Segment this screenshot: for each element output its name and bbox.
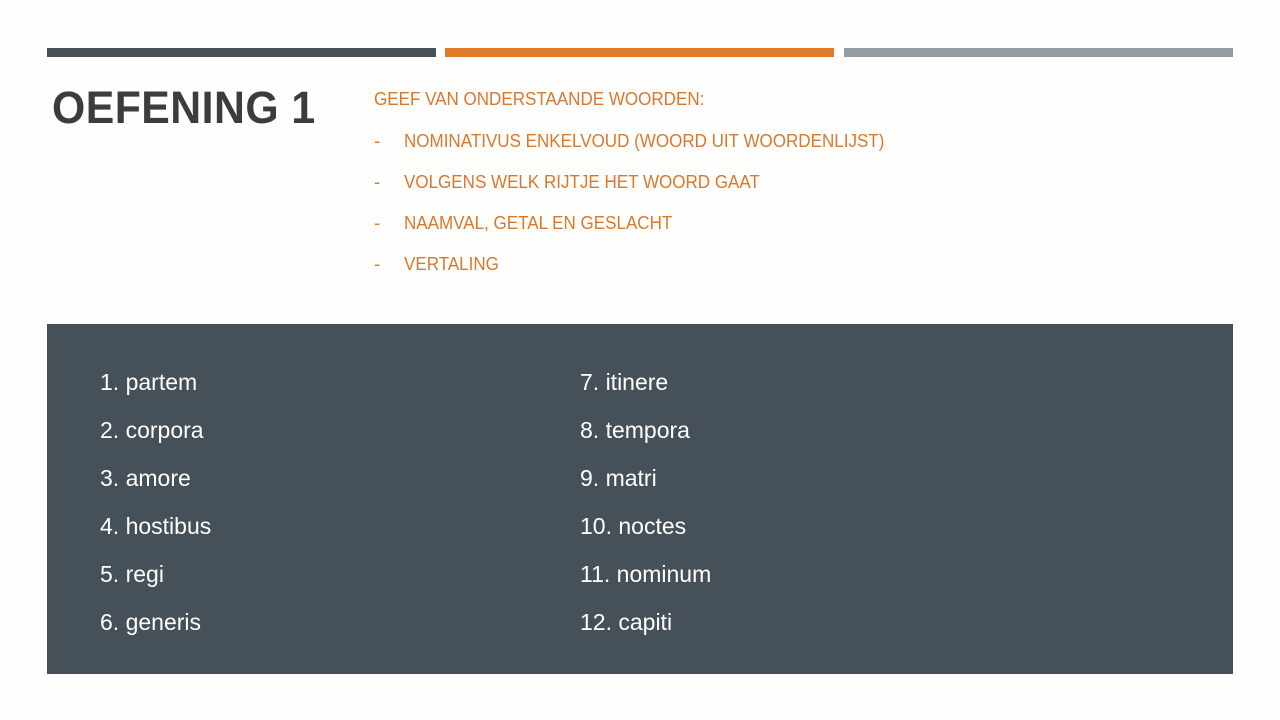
- word-item: 4. hostibus: [100, 513, 212, 539]
- list-item: [374, 253, 733, 294]
- instruction-list: [374, 130, 885, 294]
- list-item: [374, 212, 733, 253]
- word-item: 12. capiti: [580, 609, 673, 635]
- decor-bar-dark: [47, 48, 436, 57]
- bullet-text: NAAMVAL, GETAL EN GESLACHT: [404, 212, 673, 233]
- bullet-dash: -: [374, 212, 381, 233]
- decor-bar-gray: [844, 48, 1233, 57]
- bullet-text: NOMINATIVUS ENKELVOUD (WOORD UIT WOORDENLIJST): [404, 130, 885, 151]
- word-item: 2. corpora: [100, 417, 204, 443]
- word-item: 3. amore: [100, 465, 191, 491]
- bullet-text: VOLGENS WELK RIJTJE HET WOORD GAAT: [404, 171, 760, 192]
- word-item: 11. nominum: [580, 561, 712, 587]
- word-list-right: [580, 368, 711, 656]
- instruction-heading: GEEF VAN ONDERSTAANDE WOORDEN:: [374, 88, 705, 109]
- list-item: [374, 171, 760, 212]
- list-item: [374, 130, 885, 171]
- bullet-dash: -: [374, 171, 381, 192]
- word-item: 8. tempora: [580, 417, 690, 443]
- word-item: 10. noctes: [580, 513, 687, 539]
- word-item: 7. itinere: [580, 369, 669, 395]
- bullet-dash: -: [374, 130, 381, 151]
- instructions: [374, 88, 885, 294]
- word-list-left: [100, 368, 211, 656]
- slide-title: OEFENING 1: [52, 82, 316, 133]
- word-item: 6. generis: [100, 609, 202, 635]
- bullet-dash: -: [374, 253, 381, 274]
- word-item: 9. matri: [580, 465, 657, 491]
- bullet-text: VERTALING: [404, 253, 499, 274]
- word-panel: [47, 324, 1233, 674]
- word-item: 1. partem: [100, 369, 198, 395]
- decor-bar-orange: [445, 48, 834, 57]
- word-item: 5. regi: [100, 561, 164, 587]
